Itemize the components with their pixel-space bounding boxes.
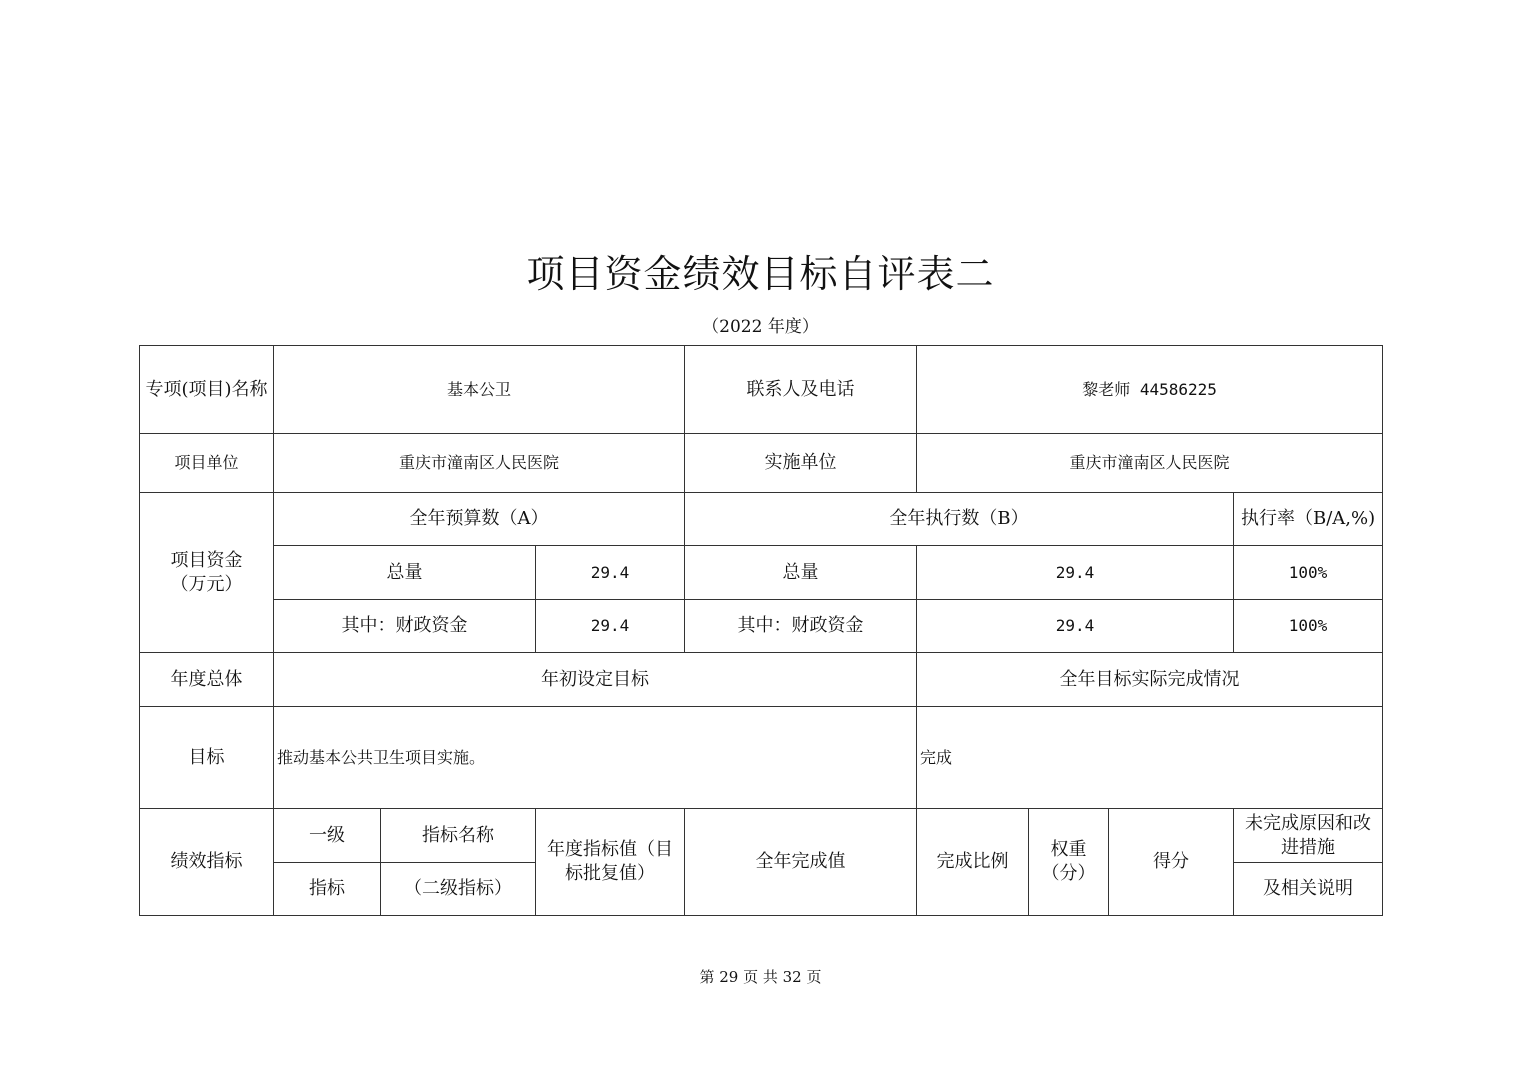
table-row [140,600,1383,653]
reason-label: 未完成原因和改进措施 [1234,809,1383,863]
unit-value: 重庆市潼南区人民医院 [274,434,685,493]
indicator-name-sub-label: （二级指标） [381,863,536,916]
initial-goal-text: 推动基本公共卫生项目实施。 [274,707,917,809]
actual-completion-text: 完成 [917,707,1383,809]
level1-sub-label: 指标 [274,863,381,916]
fiscal-label: 其中：财政资金 [274,600,536,653]
document-subtitle: （2022 年度） [702,317,819,337]
actual-completion-header: 全年目标实际完成情况 [917,653,1383,707]
total-exec-label: 总量 [685,546,917,600]
total-rate: 100% [1234,546,1383,600]
total-exec: 29.4 [917,546,1234,600]
total-budget: 29.4 [536,546,685,600]
impl-unit-label: 实施单位 [685,434,917,493]
performance-evaluation-table [139,345,1383,916]
fiscal-exec-label: 其中：财政资金 [685,600,917,653]
annual-completion-label: 全年完成值 [685,809,917,916]
contact-value: 黎老师 44586225 [917,346,1383,434]
impl-unit-value: 重庆市潼南区人民医院 [917,434,1383,493]
executed-header: 全年执行数（B） [685,493,1234,546]
fiscal-rate: 100% [1234,600,1383,653]
contact-label: 联系人及电话 [685,346,917,434]
annual-target-label: 年度指标值（目标批复值） [536,809,685,916]
table-row [140,493,1383,546]
table-row [140,346,1383,434]
annual-overall-label: 年度总体 [140,653,274,707]
fiscal-budget: 29.4 [536,600,685,653]
budget-header: 全年预算数（A） [274,493,685,546]
table-row [140,546,1383,600]
goal-label: 目标 [140,707,274,809]
funds-label: 项目资金（万元） [140,493,274,653]
table-row [140,434,1383,493]
total-label: 总量 [274,546,536,600]
perf-indicator-label: 绩效指标 [140,809,274,916]
indicator-name-label: 指标名称 [381,809,536,863]
level1-label: 一级 [274,809,381,863]
fiscal-exec: 29.4 [917,600,1234,653]
initial-goal-header: 年初设定目标 [274,653,917,707]
unit-label: 项目单位 [140,434,274,493]
project-name-label: 专项(项目)名称 [140,346,274,434]
table-row [140,707,1383,809]
project-name-value: 基本公卫 [274,346,685,434]
page-footer: 第 29 页 共 32 页 [699,968,822,986]
document-title: 项目资金绩效目标自评表二 [526,252,995,296]
table-row [140,653,1383,707]
score-label: 得分 [1109,809,1234,916]
table-row [140,809,1383,863]
weight-label: 权重（分） [1029,809,1109,916]
completion-ratio-label: 完成比例 [917,809,1029,916]
reason-sub-label: 及相关说明 [1234,863,1383,916]
rate-header: 执行率（B/A,%) [1234,493,1383,546]
